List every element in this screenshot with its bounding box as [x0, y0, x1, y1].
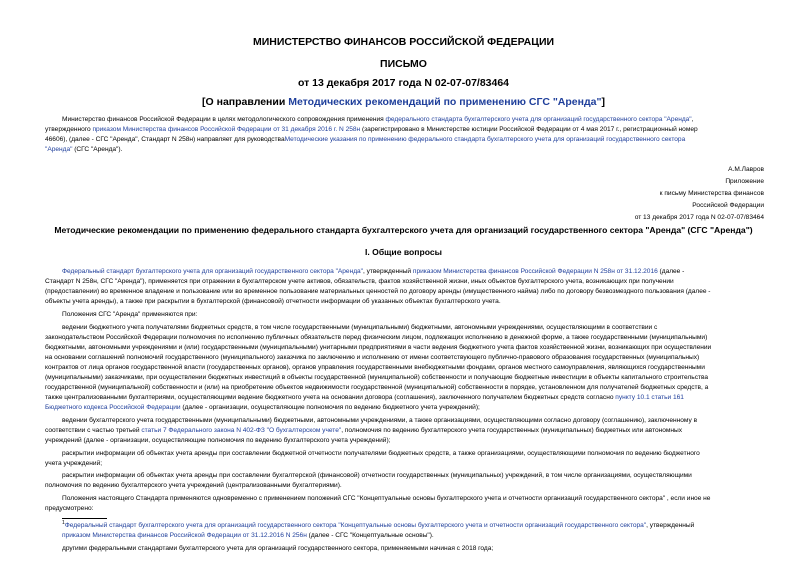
p1-line-1	[62, 267, 684, 278]
intro-text: (СГС "Аренда").	[72, 146, 123, 153]
p3-line-8	[45, 393, 684, 404]
p4-line-3: учреждений (далее - организации, осуществляющие полномочия по ведению бухгалтерского учета учреждений);	[45, 437, 391, 444]
budget-code-link[interactable]: Бюджетного кодекса Российской Федерации	[45, 404, 181, 411]
footnote-line-1	[62, 521, 694, 532]
p3-line-7: государственной (муниципальной) собственности и (или) на приобретение объектов недвижимости государственной (муниципальной) собственности в порядке, установленном для получателей бюджетных средств, а	[45, 384, 709, 391]
p3-line-2: законодательством Российской Федерации полномочия по исполнению публичных обязательств перед физическим лицом, подлежащих исполнению в денежной форме, а также государственными (муниципальными)	[45, 334, 708, 341]
p6-line-2: полномочия по ведению бухгалтерского учета учреждений (централизованными бухгалтериями).	[45, 482, 342, 489]
doc-type-heading: ПИСЬМО	[380, 58, 427, 70]
p1-line-3: (предоставлении) во временное владение и пользование или во временное пользование материальных ценностей по договору аренды (имущественного найма) либо по договору безвозмездного пользования (далее -	[45, 288, 711, 295]
p2-line: Положения СГС "Аренда" применяются при:	[62, 311, 198, 318]
p4-line-2	[45, 426, 682, 437]
date-number-heading: от 13 декабря 2017 года N 02-07-07/83464	[297, 77, 510, 89]
order-256n-link[interactable]: приказом Министерства финансов Российской Федерации от 31.12.2016 N 256н	[62, 532, 307, 539]
guidelines-link-cont[interactable]: "Аренда"	[45, 146, 73, 153]
intro-text: 46606), (далее - СГС "Аренда", Стандарт N 258н) направляет для руководства	[45, 136, 285, 143]
p3-line-5: контрактов от лица органов государственной власти (государственных органов), органов управления государственными внебюджетными фондами, органов местного самоуправления, являющихся государственными	[45, 364, 705, 371]
p3-line-1: ведении бюджетного учета получателями бюджетных средств, в том числе государственными (муниципальными) бюджетными, автономными учреждениями, осуществляющими в соответствии с	[62, 324, 658, 331]
federal-law-402-link[interactable]: статьи 7 Федерального закона N 402-ФЗ "О бухгалтерском учете"	[141, 427, 342, 434]
intro-line-2	[45, 125, 698, 136]
p1-line-4: объекты учета аренды), а также при раскрытии в бухгалтерской (финансовой) отчетности информации об указанных объектах бухгалтерского учета.	[45, 298, 501, 305]
concept-standard-link[interactable]: Федеральный стандарт бухгалтерского учета для организаций государственного сектора "Концептуальные основы бухгалтерского учета и отчетности организаций государственного сектора"	[64, 522, 647, 529]
order-258n-link[interactable]: приказом Министерства финансов Российской Федерации N 258н от 31.12.2016	[412, 268, 658, 275]
section-title: I. Общие вопросы	[365, 247, 442, 257]
p1-line-2: Стандарт N 258н, СГС "Аренда"), применяется при отражении в бухгалтерском учете активов, обязательств, фактов хозяйственной жизни, иных объектов бухгалтерского учета, возникающих при получении	[45, 278, 674, 285]
standard-arenda-link[interactable]: Федеральный стандарт бухгалтерского учета для организаций государственного сектора "Аренда"	[62, 268, 363, 275]
p3-line-6: (муниципальными) заказчиками, при осуществлении бюджетных инвестиций в объекты государственной (муниципальной) собственности и получающие бюджетные инвестиции в объекты капитального строительства	[45, 374, 709, 381]
main-title: Методические рекомендации по применению федерального стандарта бухгалтерского учета для организаций государственного сектора "Аренда" (СГС "Аренда")	[54, 225, 753, 235]
footnote-marker: 1	[62, 519, 65, 526]
p7-line-2: предусмотрено:	[45, 505, 94, 512]
p3-text: (далее - организации, осуществляющие полномочия по ведению бюджетного учета учреждений);	[180, 404, 480, 411]
p4-text: соответствии с частью третьей	[45, 427, 142, 434]
p8-line: другими федеральными стандартами бухгалтерского учета для организаций государственного сектора, применяемыми начиная с 2018 года;	[62, 545, 494, 552]
to-letter-label: к письму Министерства финансов	[659, 190, 764, 197]
p5-line-2: учета учреждений;	[45, 460, 103, 467]
intro-text: (зарегистрировано в Министерстве юстиции Российской Федерации от 4 мая 2017 г., регистрационный номер	[360, 126, 698, 133]
p3-text: также централизованными бухгалтериями, осуществляющими ведение бюджетного учета на основании договора (соглашения), заключенного получателем бюджетных средств согласно	[45, 394, 616, 401]
p1-text: , утвержденный	[363, 268, 413, 275]
p7-line-1: Положения настоящего Стандарта применяются одновременно с применением положений СГС "Концептуальные основы бухгалтерского учета и отчетности организаций государственного сектора" , если иное не	[62, 495, 711, 502]
subject-prefix: [О направлении	[202, 96, 289, 108]
p4-text: , полномочия по ведению бухгалтерского учета государственных (муниципальных) бюджетных или автономных	[341, 427, 683, 434]
p3-line-4: на основании соглашений полномочий государственного (муниципального) заказчика по заключению и исполнению от имени соответствующего публично-правового образования государственных (муниципальных)	[45, 354, 700, 361]
footnote-text: (далее - СГС "Концептуальные основы").	[306, 532, 434, 539]
appendix-label: Приложение	[725, 178, 764, 185]
intro-text: Министерство финансов Российской Федерации в целях методологического сопровождения применения	[62, 116, 386, 123]
intro-line-1	[62, 115, 693, 126]
appendix-date: от 13 декабря 2017 года N 02-07-07/83464	[634, 214, 764, 221]
p3-line-9	[45, 403, 480, 414]
intro-text: ,	[691, 116, 694, 123]
signer-name: А.М.Лавров	[728, 166, 764, 173]
subject-suffix: ]	[601, 96, 605, 108]
p6-line-1: раскрытии информации об объектах учета аренды при составлении бухгалтерской (финансовой) отчетности государственных (муниципальных) учреждений, в том числе организациями, осуществляющими	[62, 472, 692, 479]
p1-text: (далее -	[657, 268, 685, 275]
guidelines-link[interactable]: Методические указания по применению федерального стандарта бухгалтерского учета для организаций государственного сектора	[284, 136, 686, 143]
subject-heading	[0, 96, 807, 108]
standard-arenda-link[interactable]: федерального стандарта бухгалтерского учета для организаций государственного сектора "Аренда"	[385, 116, 692, 123]
intro-text: утвержденного	[45, 126, 93, 133]
rf-label: Российской Федерации	[692, 202, 764, 209]
order-258n-link[interactable]: приказом Министерства финансов Российской Федерации от 31 декабря 2016 г. N 258н	[92, 126, 361, 133]
footnote-text: , утвержденный	[646, 522, 695, 529]
p3-line-3: бюджетными, автономными учреждениями и (или) государственными (муниципальными) унитарными предприятиями в части ведения бюджетного учета фактов хозяйственной жизни, возникающих при осуществлении	[45, 344, 712, 351]
p4-line-1: ведении бухгалтерского учета государственными (муниципальными) бюджетными, автономными учреждениями, а также организациями, осуществляющими согласно договору (соглашению), заключенному в	[62, 417, 698, 424]
p5-line-1: раскрытии информации об объектах учета аренды при составлении бюджетной отчетности получателями бюджетных средств, а также организациями, осуществляющими полномочия по ведению бюджетного	[62, 450, 700, 457]
footnote-line-2	[62, 531, 434, 542]
intro-line-4	[45, 145, 122, 156]
budget-code-article-link[interactable]: пункту 10.1 статьи 161	[615, 394, 684, 401]
subject-link[interactable]: Методических рекомендаций по применению СГС "Аренда"	[288, 96, 602, 108]
intro-line-3	[45, 135, 685, 146]
ministry-heading: МИНИСТЕРСТВО ФИНАНСОВ РОССИЙСКОЙ ФЕДЕРАЦИИ	[252, 36, 555, 48]
footnote-divider	[62, 518, 107, 519]
